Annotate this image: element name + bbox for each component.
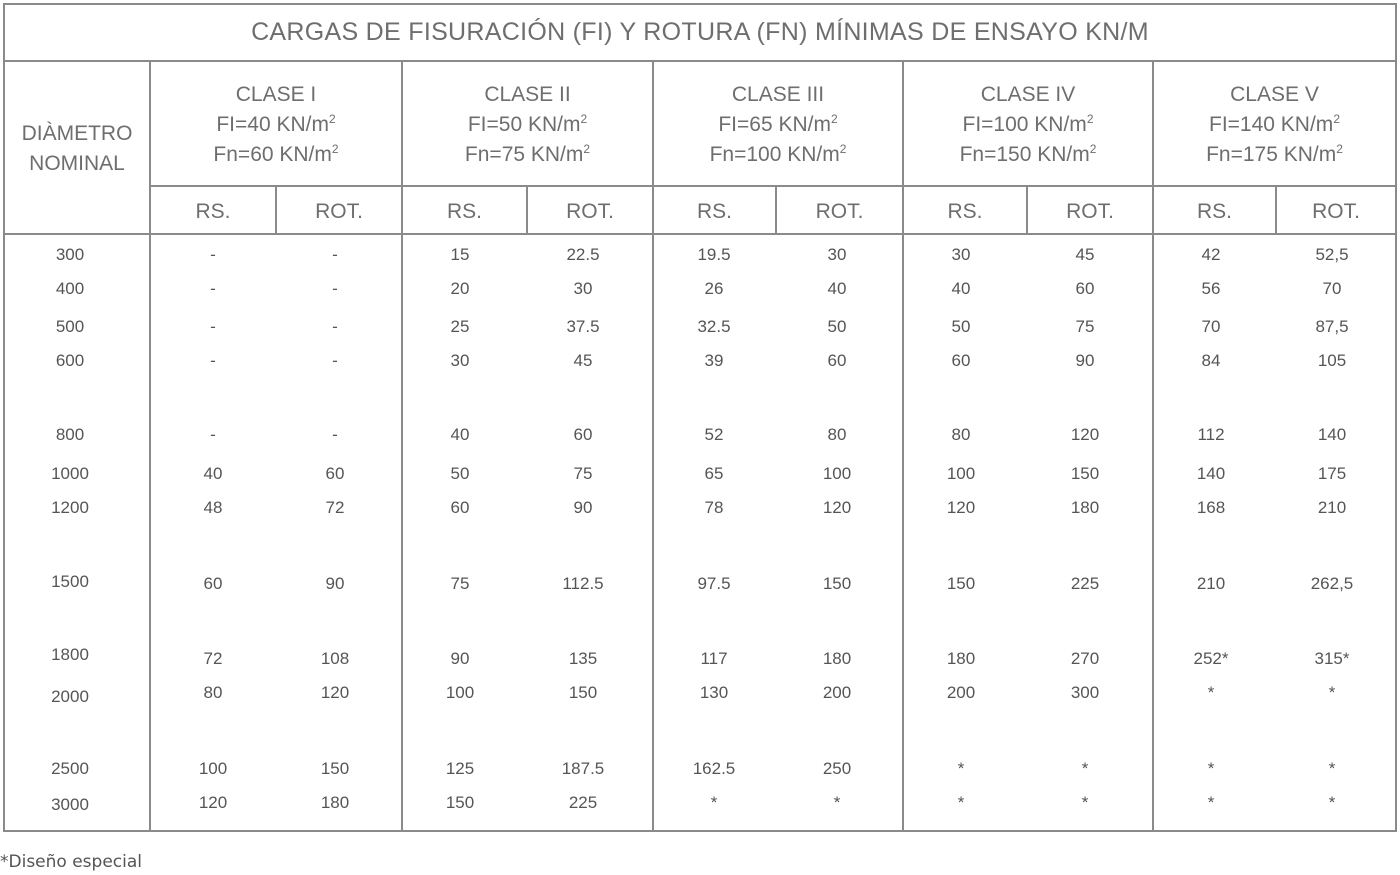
diameter-value: 300 xyxy=(55,245,85,264)
class-name: CLASE IV xyxy=(980,83,1076,106)
table-cell: 250 xyxy=(822,759,852,778)
footnote: *Diseño especial xyxy=(0,852,142,872)
sub-header-rs: RS. xyxy=(195,200,231,223)
table-cell: * xyxy=(710,793,718,812)
table-cell: 87,5 xyxy=(1315,317,1349,336)
table-cell: 30 xyxy=(573,279,593,298)
diameter-value: 2000 xyxy=(51,687,89,706)
table-cell: 60 xyxy=(203,574,223,593)
table-cell: 60 xyxy=(1075,279,1095,298)
table-cell: 45 xyxy=(573,351,593,370)
class-header xyxy=(654,62,902,188)
table-cell: 15 xyxy=(450,245,470,264)
table-cell: 225 xyxy=(568,793,598,812)
class-fi: FI=65 $KN/m^2$ xyxy=(718,112,838,136)
table-cell: 50 xyxy=(827,317,847,336)
table-cell: 120 xyxy=(946,498,976,517)
table-cell: 90 xyxy=(1075,351,1095,370)
table-cell: * xyxy=(957,759,965,778)
table-cell: - xyxy=(332,351,338,370)
diameter-value: 400 xyxy=(55,279,85,298)
class-fn: Fn=60 $KN/m^2$ xyxy=(213,142,339,166)
table-cell: 60 xyxy=(325,464,345,483)
table-cell: 262,5 xyxy=(1310,574,1354,593)
table-cell: 90 xyxy=(450,649,470,668)
class-fn: Fn=175 $KN/m^2$ xyxy=(1206,142,1343,166)
table-cell: 150 xyxy=(568,683,598,702)
table-cell: 75 xyxy=(450,574,470,593)
load-table xyxy=(3,3,1397,832)
table-cell: 120 xyxy=(198,793,228,812)
diameter-header xyxy=(5,62,149,235)
table-cell: 72 xyxy=(203,649,223,668)
table-cell: 210 xyxy=(1196,574,1226,593)
table-cell: 97.5 xyxy=(697,574,731,593)
table-cell: 39 xyxy=(704,351,724,370)
sub-header-rs: RS. xyxy=(1196,200,1232,223)
sub-header-rs: RS. xyxy=(696,200,732,223)
table-cell: * xyxy=(1328,793,1336,812)
table-cell: 32.5 xyxy=(697,317,731,336)
sub-header-rs: RS. xyxy=(446,200,482,223)
class-header xyxy=(151,62,401,188)
class-fn: Fn=100 $KN/m^2$ xyxy=(709,142,847,166)
diameter-value: 1800 xyxy=(51,645,89,664)
table-cell: 180 xyxy=(1070,498,1100,517)
class-name: CLASE II xyxy=(484,83,571,106)
table-cell: 22.5 xyxy=(566,245,600,264)
table-cell: 80 xyxy=(827,425,847,444)
diameter-value: 800 xyxy=(55,425,85,444)
class-fi: FI=40 $KN/m^2$ xyxy=(216,112,336,136)
table-cell: 120 xyxy=(822,498,852,517)
class-fn: Fn=150 $KN/m^2$ xyxy=(959,142,1097,166)
table-cell: 42 xyxy=(1201,245,1221,264)
table-cell: 187.5 xyxy=(561,759,605,778)
diameter-header-line: NOMINAL xyxy=(29,151,125,175)
table-cell: 100 xyxy=(445,683,475,702)
table-cell: 105 xyxy=(1317,351,1347,370)
table-cell: 37.5 xyxy=(566,317,600,336)
table-cell: 120 xyxy=(1070,425,1100,444)
table-cell: 60 xyxy=(573,425,593,444)
diameter-value: 600 xyxy=(55,351,85,370)
table-cell: 30 xyxy=(827,245,847,264)
table-cell: 80 xyxy=(951,425,971,444)
diameter-header-line: DIÀMETRO xyxy=(21,121,133,145)
class-fi: FI=50 $KN/m^2$ xyxy=(467,112,588,136)
table-cell: 72 xyxy=(325,498,345,517)
table-cell: 56 xyxy=(1201,279,1221,298)
table-cell: 65 xyxy=(704,464,724,483)
table-cell: 112 xyxy=(1197,425,1225,444)
table-cell: 135 xyxy=(568,649,598,668)
table-cell: - xyxy=(332,245,338,264)
table-cell: 40 xyxy=(203,464,223,483)
table-cell: 175 xyxy=(1317,464,1347,483)
table-cell: 210 xyxy=(1317,498,1347,517)
table-cell: 300 xyxy=(1070,683,1100,702)
table-cell: * xyxy=(1207,683,1215,702)
diameter-value: 3000 xyxy=(51,795,89,814)
table-cell: - xyxy=(210,351,216,370)
table-cell: 200 xyxy=(822,683,852,702)
table-cell: 120 xyxy=(320,683,350,702)
table-cell: 30 xyxy=(450,351,470,370)
table-cell: - xyxy=(332,317,338,336)
table-cell: 70 xyxy=(1322,279,1342,298)
sub-header-rot: ROT. xyxy=(1312,200,1360,223)
table-cell: - xyxy=(332,425,338,444)
table-cell: 130 xyxy=(699,683,729,702)
table-cell: 75 xyxy=(573,464,593,483)
table-cell: 140 xyxy=(1196,464,1226,483)
table-cell: 150 xyxy=(445,793,475,812)
table-cell: 52 xyxy=(704,425,724,444)
table-cell: 100 xyxy=(822,464,852,483)
sub-header-rot: ROT. xyxy=(815,200,864,223)
table-cell: 45 xyxy=(1075,245,1095,264)
table-cell: 90 xyxy=(325,574,345,593)
table-cell: * xyxy=(1328,759,1336,778)
table-cell: * xyxy=(1081,759,1089,778)
sub-header-rot: ROT. xyxy=(315,200,363,223)
table-cell: 70 xyxy=(1201,317,1221,336)
table-cell: * xyxy=(1081,793,1089,812)
table-cell: 180 xyxy=(946,649,976,668)
table-cell: - xyxy=(210,245,216,264)
table-cell: 100 xyxy=(946,464,976,483)
table-cell: 40 xyxy=(827,279,847,298)
table-cell: 150 xyxy=(320,759,350,778)
class-fi: FI=100 $KN/m^2$ xyxy=(962,112,1094,136)
sub-header-rs: RS. xyxy=(947,200,983,223)
sub-header-rot: ROT. xyxy=(566,200,614,223)
table-cell: 125 xyxy=(445,759,475,778)
class-header xyxy=(904,62,1152,188)
table-cell: 252* xyxy=(1193,649,1229,668)
table-cell: 60 xyxy=(951,351,971,370)
class-header xyxy=(1154,62,1395,188)
diameter-value: 1500 xyxy=(51,572,89,591)
table-cell: 26 xyxy=(704,279,724,298)
table-cell: 200 xyxy=(946,683,976,702)
table-cell: 168 xyxy=(1196,498,1226,517)
table-cell: 60 xyxy=(827,351,847,370)
table-cell: 180 xyxy=(320,793,350,812)
class-fi: FI=140 $KN/m^2$ xyxy=(1209,112,1340,136)
table-cell: 50 xyxy=(951,317,971,336)
table-cell: 140 xyxy=(1317,425,1347,444)
table-cell: 225 xyxy=(1070,574,1100,593)
table-cell: 30 xyxy=(951,245,971,264)
table-cell: 20 xyxy=(450,279,470,298)
table-cell: - xyxy=(332,279,338,298)
table-cell: 112.5 xyxy=(562,574,604,593)
table-title: CARGAS DE FISURACIÓN (FI) Y ROTURA (FN) MÍNIMAS DE ENSAYO KN/M xyxy=(251,18,1149,46)
table-cell: * xyxy=(1207,793,1215,812)
table-cell: 270 xyxy=(1070,649,1100,668)
table-cell: 84 xyxy=(1201,351,1221,370)
table-cell: 78 xyxy=(704,498,724,517)
table-cell: 40 xyxy=(450,425,470,444)
table-cell: 162.5 xyxy=(692,759,736,778)
table-cell: - xyxy=(210,279,216,298)
diameter-value: 2500 xyxy=(51,759,89,778)
table-cell: * xyxy=(833,793,841,812)
table-cell: 150 xyxy=(822,574,852,593)
sub-header-rot: ROT. xyxy=(1066,200,1114,223)
table-cell: - xyxy=(210,317,216,336)
table-cell: 52,5 xyxy=(1315,245,1349,264)
class-fn: Fn=75 $KN/m^2$ xyxy=(464,142,591,166)
table-cell: * xyxy=(1207,759,1215,778)
table-cell: * xyxy=(1328,683,1336,702)
table-cell: 60 xyxy=(450,498,470,517)
table-cell: 40 xyxy=(951,279,971,298)
table-cell: 315* xyxy=(1314,649,1350,668)
diameter-value: 1200 xyxy=(51,498,89,517)
table-cell: 180 xyxy=(822,649,852,668)
table-cell: 80 xyxy=(203,683,223,702)
table-cell: * xyxy=(957,793,965,812)
table-cell: 48 xyxy=(203,498,223,517)
table-cell: 117 xyxy=(700,649,728,668)
table-cell: 150 xyxy=(1070,464,1100,483)
table-cell: 50 xyxy=(450,464,470,483)
table-cell: 150 xyxy=(946,574,976,593)
class-name: CLASE III xyxy=(731,83,825,106)
table-cell: 108 xyxy=(320,649,350,668)
diameter-value: 500 xyxy=(55,317,85,336)
table-cell: 90 xyxy=(573,498,593,517)
diameter-value: 1000 xyxy=(51,464,89,483)
class-name: CLASE I xyxy=(235,83,317,106)
table-cell: 100 xyxy=(198,759,228,778)
table-cell: 25 xyxy=(450,317,470,336)
class-header xyxy=(403,62,652,188)
class-name: CLASE V xyxy=(1230,83,1319,106)
table-cell: 19.5 xyxy=(697,245,731,264)
table-cell: 75 xyxy=(1075,317,1095,336)
table-cell: - xyxy=(210,425,216,444)
